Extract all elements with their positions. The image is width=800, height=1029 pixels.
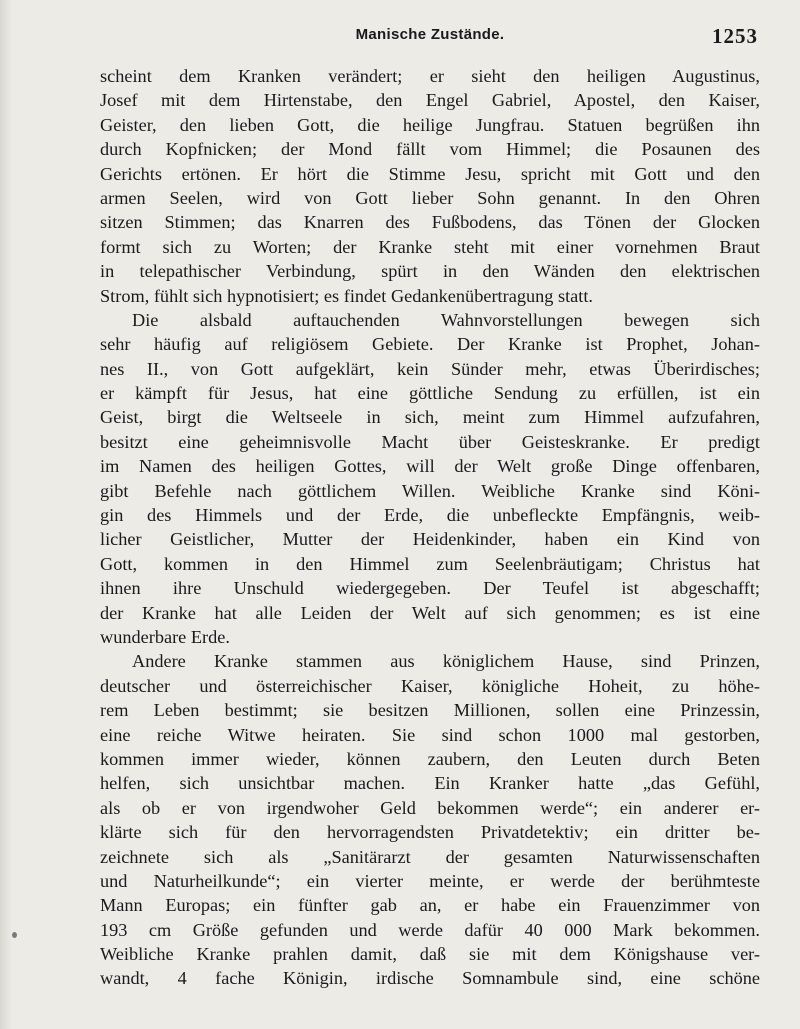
page-header: [100, 26, 760, 54]
text-line: kommen immer wieder, können zaubern, den Leuten durch Beten: [100, 748, 760, 769]
text-line: 193 cm Größe gefunden und werde dafür 40 000 Mark bekommen.: [100, 919, 760, 940]
text-line: gin des Himmels und der Erde, die unbefleckte Empfängnis, weib-: [100, 505, 760, 526]
text-line: durch Kopfnicken; der Mond fällt vom Himmel; die Posaunen des: [100, 139, 760, 160]
text-line: armen Seelen, wird von Gott lieber Sohn genannt. In den Ohren: [100, 187, 760, 208]
paragraph-start-line: Die alsbald auftauchenden Wahnvorstellungen bewegen sich: [132, 309, 760, 330]
text-line: eine reiche Witwe heiraten. Sie sind schon 1000 mal gestorben,: [100, 724, 760, 745]
text-line: wunderbare Erde.: [100, 626, 230, 647]
text-line: nes II., von Gott aufgeklärt, kein Sünder mehr, etwas Überirdisches;: [100, 358, 760, 379]
text-line: er kämpft für Jesus, hat eine göttliche Sendung zu erfüllen, ist ein: [100, 383, 760, 404]
paragraph-start-line: Andere Kranke stammen aus königlichem Hause, sind Prinzen,: [132, 651, 760, 672]
text-line: Gerichts ertönen. Er hört die Stimme Jesu, spricht mit Gott und den: [100, 163, 760, 184]
text-line: Geister, den lieben Gott, die heilige Jungfrau. Statuen begrüßen ihn: [100, 114, 760, 135]
body-text: [100, 64, 760, 991]
text-line: Geist, birgt die Weltseele in sich, meint zum Himmel aufzufahren,: [100, 407, 760, 428]
text-line: gibt Befehle nach göttlichem Willen. Weibliche Kranke sind Köni-: [100, 480, 760, 501]
text-line: Strom, fühlt sich hypnotisiert; es findet Gedankenübertragung statt.: [100, 285, 593, 306]
text-line: Mann Europas; ein fünfter gab an, er habe ein Frauenzimmer von: [100, 895, 760, 916]
text-line: der Kranke hat alle Leiden der Welt auf sich genommen; es ist eine: [100, 602, 760, 623]
text-line: licher Geistlicher, Mutter der Heidenkinder, haben ein Kind von: [100, 529, 760, 550]
text-line: sitzen Stimmen; das Knarren des Fußbodens, das Tönen der Glocken: [100, 212, 760, 233]
text-line: sehr häufig auf religiösem Gebiete. Der Kranke ist Prophet, Johan-: [100, 334, 760, 355]
text-line: formt sich zu Worten; der Kranke steht mit einer vornehmen Braut: [100, 236, 760, 257]
page-number: 1253: [712, 24, 758, 48]
text-line: deutscher und österreichischer Kaiser, königliche Hoheit, zu höhe-: [100, 675, 760, 696]
text-line: als ob er von irgendwoher Geld bekommen werde“; ein anderer er-: [100, 797, 760, 818]
text-line: scheint dem Kranken verändert; er sieht den heiligen Augustinus,: [100, 66, 760, 86]
text-line: ihnen ihre Unschuld wiedergegeben. Der Teufel ist abgeschafft;: [100, 578, 760, 599]
text-line: besitzt eine geheimnisvolle Macht über Geisteskranke. Er predigt: [100, 431, 760, 452]
text-line: in telepathischer Verbindung, spürt in den Wänden den elektrischen: [100, 261, 760, 282]
text-line: Josef mit dem Hirtenstabe, den Engel Gabriel, Apostel, den Kaiser,: [100, 90, 760, 111]
text-line: zeichnete sich als „Sanitärarzt der gesamten Naturwissenschaften: [100, 846, 760, 867]
text-line: und Naturheilkunde“; ein vierter meinte, er werde der berühmteste: [100, 870, 760, 891]
text-line: Gott, kommen in den Himmel zum Seelenbräutigam; Christus hat: [100, 553, 760, 574]
ink-speck: [12, 932, 17, 938]
text-line: wandt, 4 fache Königin, irdische Somnambule sind, eine schöne: [100, 968, 760, 989]
text-line: im Namen des heiligen Gottes, will der Welt große Dinge offenbaren,: [100, 456, 760, 477]
running-head: Manische Zustände.: [355, 26, 505, 43]
text-line: klärte sich für den hervorragendsten Privatdetektiv; ein dritter be-: [100, 822, 760, 843]
text-line: Weibliche Kranke prahlen damit, daß sie mit dem Königshause ver-: [100, 944, 760, 965]
text-line: rem Leben bestimmt; sie besitzen Millionen, sollen eine Prinzessin,: [100, 700, 760, 721]
text-line: helfen, sich unsichtbar machen. Ein Kranker hatte „das Gefühl,: [100, 773, 760, 794]
page-edge-shadow: [0, 0, 12, 1029]
